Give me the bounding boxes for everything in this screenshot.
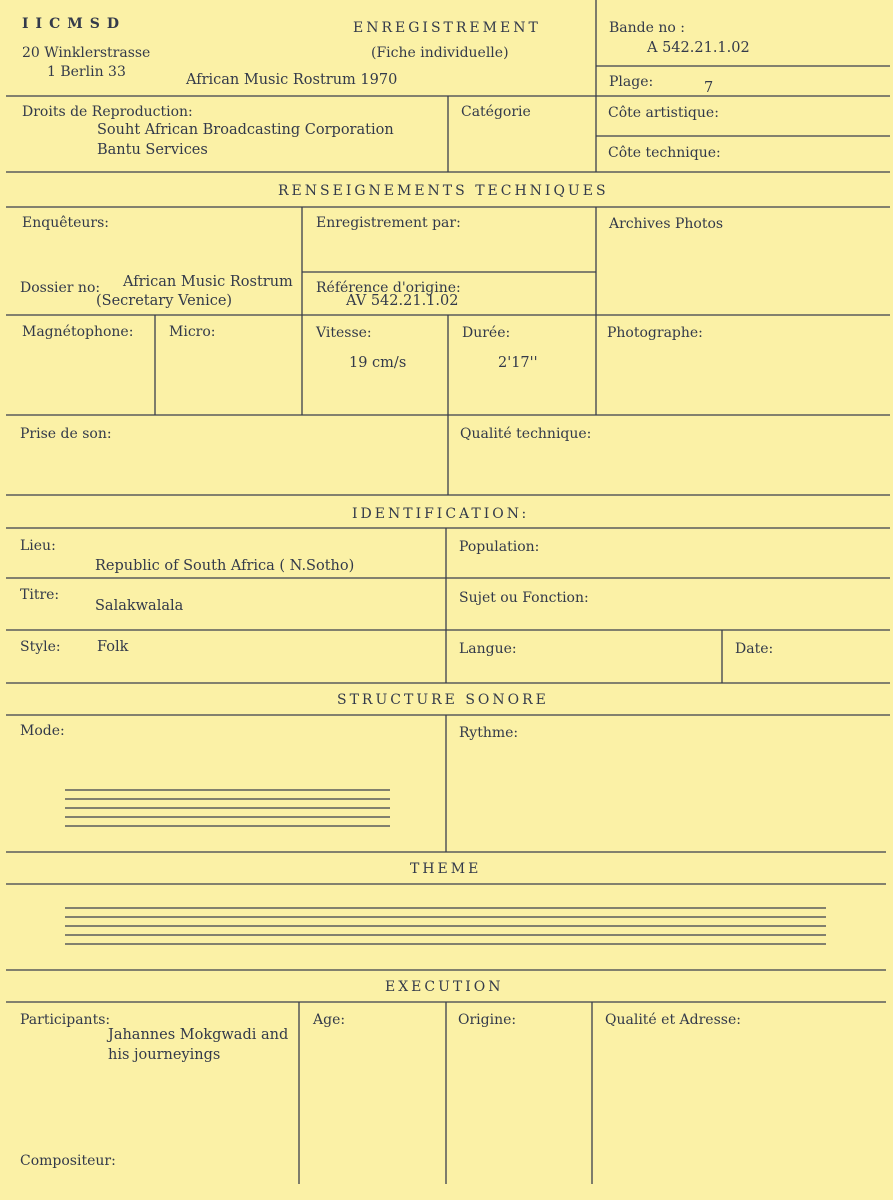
- form-subtitle: (Fiche individuelle): [371, 45, 509, 61]
- reference-label: Référence d'origine:: [316, 280, 461, 296]
- rythme-label: Rythme:: [459, 725, 519, 741]
- mode-label: Mode:: [20, 723, 65, 739]
- photographe-label: Photographe:: [607, 325, 703, 341]
- enregistrement-label: Enregistrement par:: [316, 215, 461, 231]
- style-label: Style:: [20, 639, 61, 655]
- execution-heading: EXECUTION: [385, 979, 504, 995]
- form-title: ENREGISTREMENT: [353, 20, 541, 36]
- reference-value[interactable]: AV 542.21.1.02: [346, 293, 459, 309]
- prise-de-son-label: Prise de son:: [20, 426, 112, 442]
- droits-label: Droits de Reproduction:: [22, 104, 193, 120]
- plage-label: Plage:: [609, 74, 654, 90]
- archives-photos-label: Archives Photos: [609, 216, 724, 232]
- identification-heading: IDENTIFICATION:: [352, 506, 530, 522]
- droits-line-1[interactable]: Souht African Broadcasting Corporation: [97, 122, 394, 138]
- participants-line-1[interactable]: Jahannes Mokgwadi and: [108, 1027, 289, 1043]
- dossier-label: Dossier no:: [20, 280, 101, 296]
- bande-value[interactable]: A 542.21.1.02: [647, 40, 750, 56]
- dossier-value-2[interactable]: (Secretary Venice): [96, 293, 233, 309]
- duree-value[interactable]: 2'17'': [498, 355, 538, 371]
- qualite-technique-label: Qualité technique:: [460, 426, 592, 442]
- compositeur-label: Compositeur:: [20, 1153, 116, 1169]
- titre-value[interactable]: Salakwalala: [95, 598, 184, 614]
- magnetophone-label: Magnétophone:: [22, 324, 134, 340]
- vitesse-value[interactable]: 19 cm/s: [349, 355, 407, 371]
- participants-label: Participants:: [20, 1012, 111, 1028]
- lieu-value[interactable]: Republic of South Africa ( N.Sotho): [95, 558, 355, 574]
- style-value[interactable]: Folk: [97, 639, 129, 655]
- address-city: 1 Berlin 33: [47, 64, 126, 80]
- cote-artistique-label: Côte artistique:: [608, 105, 719, 121]
- org-logo: IICMSD: [22, 16, 126, 32]
- categorie-label: Catégorie: [461, 104, 531, 120]
- origine-label: Origine:: [458, 1012, 517, 1028]
- bande-label: Bande no :: [609, 20, 685, 36]
- duree-label: Durée:: [462, 325, 511, 341]
- population-label: Population:: [459, 539, 540, 555]
- cote-technique-label: Côte technique:: [608, 145, 721, 161]
- qualite-adresse-label: Qualité et Adresse:: [605, 1012, 741, 1028]
- program-name: African Music Rostrum 1970: [186, 72, 398, 88]
- lieu-label: Lieu:: [20, 538, 56, 554]
- date-label: Date:: [735, 641, 774, 657]
- micro-label: Micro:: [169, 324, 216, 340]
- sujet-label: Sujet ou Fonction:: [459, 590, 589, 606]
- dossier-value-1[interactable]: African Music Rostrum: [123, 274, 293, 290]
- theme-heading: THEME: [410, 861, 482, 877]
- langue-label: Langue:: [459, 641, 517, 657]
- titre-label: Titre:: [20, 587, 60, 603]
- participants-line-2[interactable]: his journeyings: [108, 1047, 221, 1063]
- age-label: Age:: [313, 1012, 346, 1028]
- structure-heading: STRUCTURE SONORE: [337, 692, 549, 708]
- vitesse-label: Vitesse:: [316, 325, 372, 341]
- droits-line-2[interactable]: Bantu Services: [97, 142, 208, 158]
- address-street: 20 Winklerstrasse: [22, 45, 151, 61]
- technical-heading: RENSEIGNEMENTS TECHNIQUES: [278, 183, 609, 199]
- enqueteurs-label: Enquêteurs:: [22, 215, 110, 231]
- plage-value[interactable]: 7: [704, 80, 714, 96]
